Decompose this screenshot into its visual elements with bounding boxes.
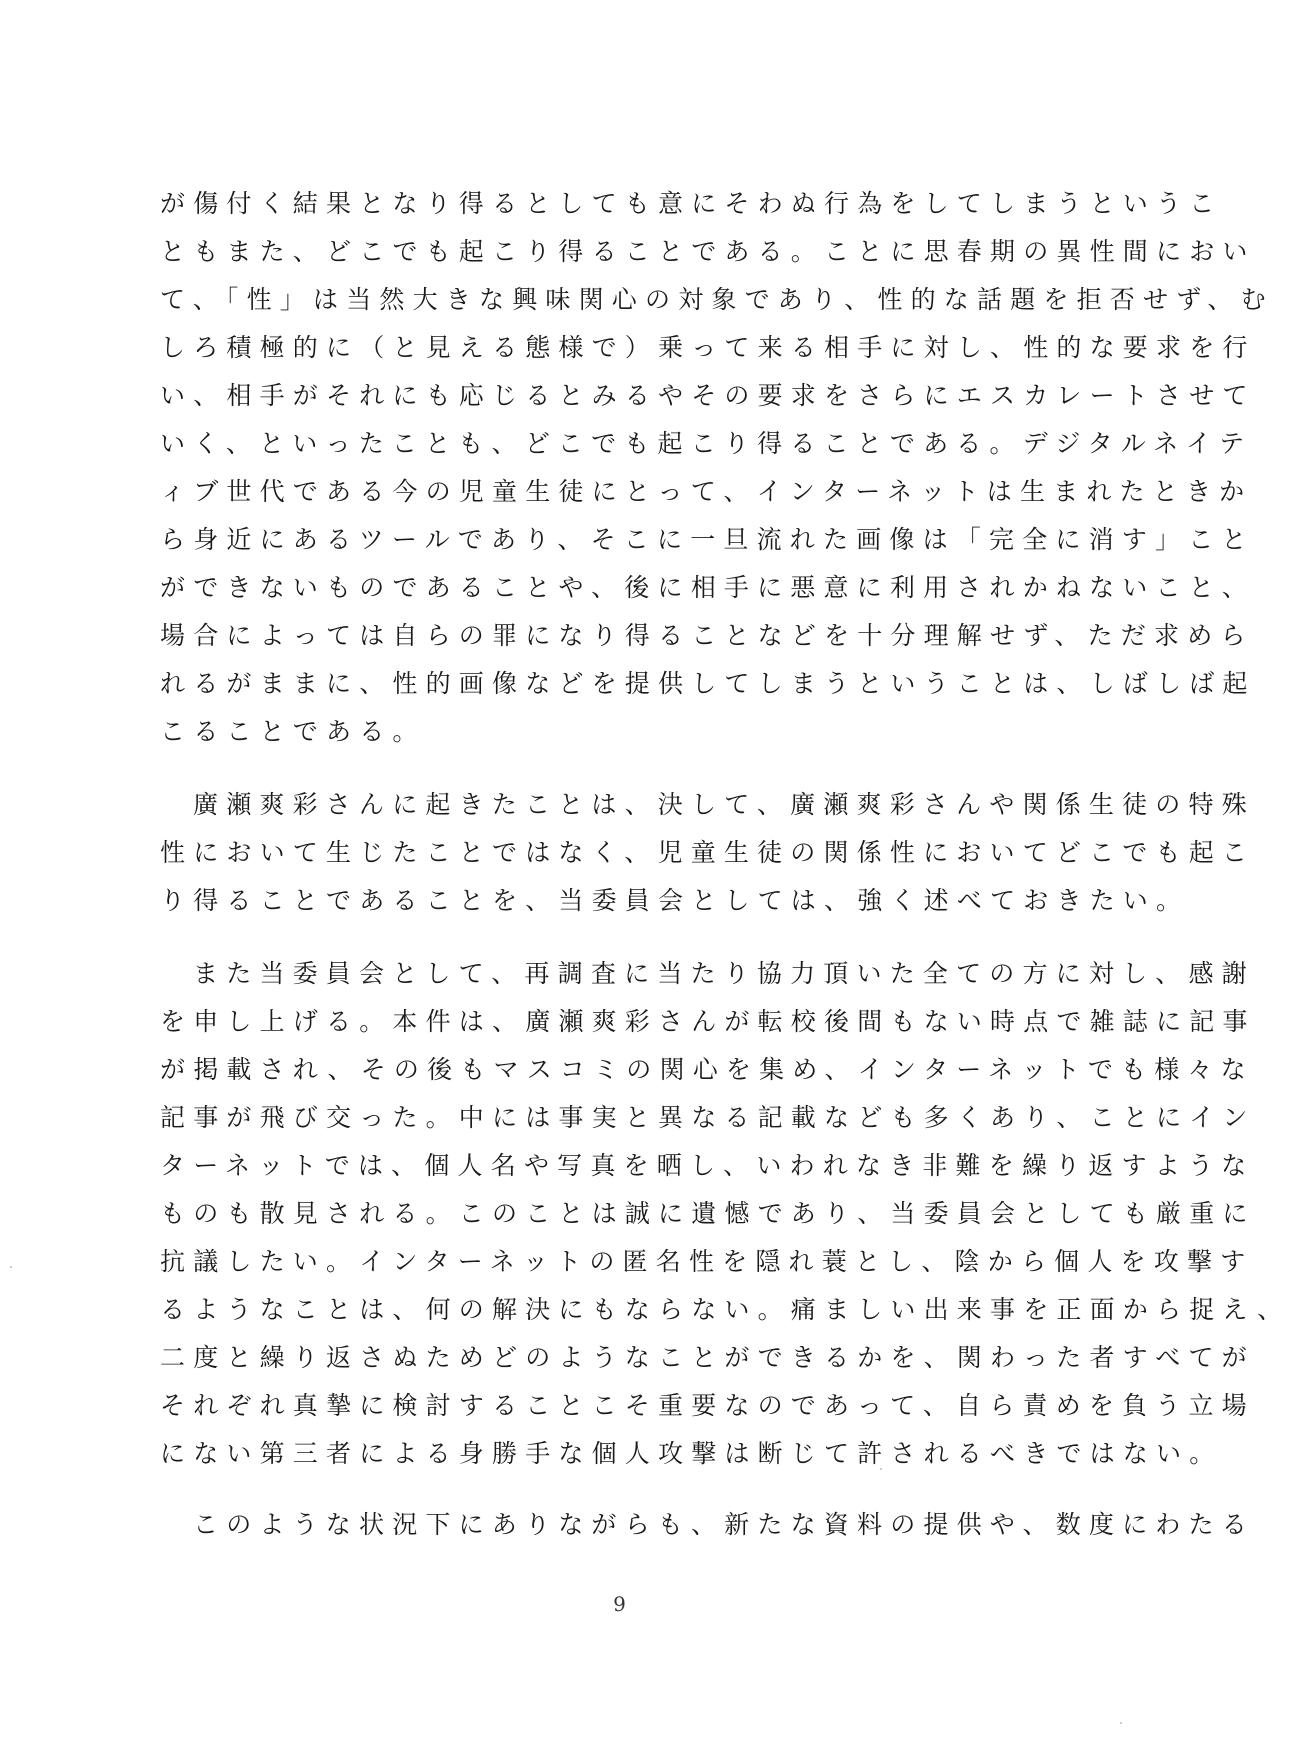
page-number: 9	[613, 1592, 626, 1616]
text-line: 廣瀬爽彩さんに起きたことは、決して、廣瀬爽彩さんや関係生徒の特殊	[193, 790, 1255, 819]
text-line: しろ積極的に（と見える態様で）乗って来る相手に対し、性的な要求を行	[160, 333, 1256, 362]
scan-speck	[880, 1468, 882, 1470]
text-line: が掲載され、その後もマスコミの関心を集め、インターネットでも様々な	[160, 1055, 1254, 1084]
scan-speck	[1120, 1722, 1122, 1724]
text-line: 抗議したい。インターネットの匿名性を隠れ蓑とし、陰から個人を攻撃す	[160, 1247, 1254, 1276]
text-line: ができないものであることや、後に相手に悪意に利用されかねないこと、	[160, 573, 1256, 602]
text-line: り得ることであることを、当委員会としては、強く述べておきたい。	[160, 886, 1190, 915]
text-line: にない第三者による身勝手な個人攻撃は断じて許されるべきではない。	[160, 1439, 1223, 1468]
text-line: ターネットでは、個人名や写真を晒し、いわれなき非難を繰り返すような	[160, 1151, 1255, 1180]
text-line: このような状況下にありながらも、新たな資料の提供や、数度にわたる	[193, 1510, 1255, 1539]
text-line: が傷付く結果となり得るとしても意にそわぬ行為をしてしまうというこ	[160, 189, 1223, 218]
text-line: それぞれ真摯に検討することこそ重要なのであって、自ら責めを負う立場	[160, 1391, 1255, 1420]
text-line: いく、といったことも、どこでも起こり得ることである。デジタルネイテ	[160, 429, 1253, 458]
text-line: るようなことは、何の解決にもならない。痛ましい出来事を正面から捉え、	[160, 1295, 1290, 1324]
text-line: 場合によっては自らの罪になり得ることなどを十分理解せず、ただ求めら	[160, 621, 1254, 650]
text-line: ら身近にあるツールであり、そこに一旦流れた画像は「完全に消す」こと	[160, 525, 1255, 554]
text-line: て、「性」は当然大きな興味関心の対象であり、性的な話題を拒否せず、む	[160, 285, 1274, 314]
text-line: を申し上げる。本件は、廣瀬爽彩さんが転校後間もない時点で雑誌に記事	[160, 1007, 1256, 1036]
text-line: ともまた、どこでも起こり得ることである。ことに思春期の異性間におい	[160, 237, 1256, 266]
text-line: こることである。	[160, 717, 426, 746]
text-line: ィブ世代である今の児童生徒にとって、インターネットは生まれたときか	[160, 477, 1253, 506]
text-line: また当委員会として、再調査に当たり協力頂いた全ての方に対し、感謝	[193, 959, 1255, 988]
scan-speck	[10, 1266, 12, 1268]
text-line: ものも散見される。このことは誠に遺憾であり、当委員会としても厳重に	[160, 1199, 1256, 1228]
text-line: い、相手がそれにも応じるとみるやその要求をさらにエスカレートさせて	[160, 381, 1256, 410]
text-line: 記事が飛び交った。中には事実と異なる記載なども多くあり、ことにイン	[160, 1103, 1256, 1132]
text-line: 性において生じたことではなく、児童生徒の関係性においてどこでも起こ	[160, 838, 1256, 867]
text-line: れるがままに、性的画像などを提供してしまうということは、しばしば起	[160, 669, 1256, 698]
text-line: 二度と繰り返さぬためどのようなことができるかを、関わった者すべてが	[160, 1343, 1255, 1372]
